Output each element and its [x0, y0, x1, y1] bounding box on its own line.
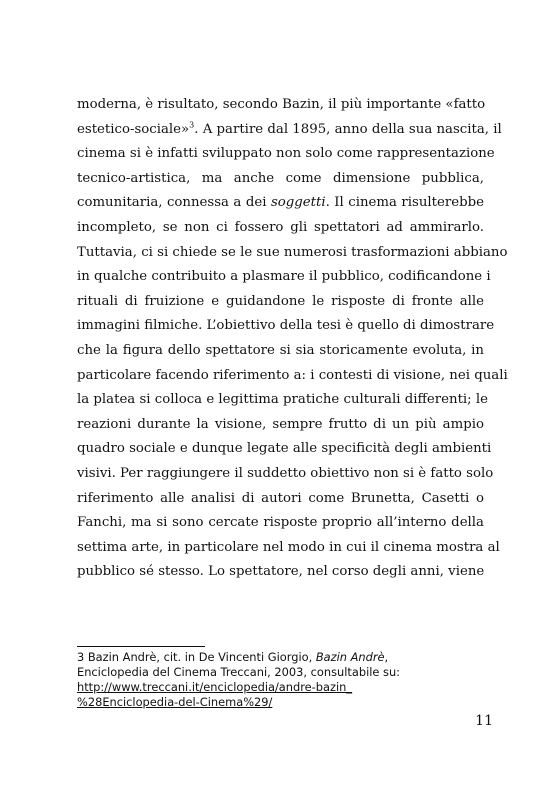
body-line: in qualche contribuito a plasmare il pubblico, codificandone i — [77, 269, 491, 285]
body-line: incompleto, se non ci fossero gli spettatori ad ammirarlo. — [77, 220, 484, 235]
body-line: Fanchi, ma si sono cercate risposte proprio all’interno della — [77, 515, 484, 531]
body-line: Tuttavia, ci si chiede se le sue numerosi trasformazioni abbiano — [77, 244, 508, 260]
body-line: tecnico-artistica, ma anche come dimensione pubblica, — [77, 170, 484, 186]
body-line: quadro sociale e dunque legate alle specificità degli ambienti — [77, 441, 492, 457]
body-line: visivi. Per raggiungere il suddetto obiettivo non si è fatto solo — [77, 466, 494, 481]
body-line: immagini filmiche. L’obiettivo della tesi è quello di dimostrare — [77, 318, 495, 334]
page-number: 11 — [475, 713, 493, 729]
body-line: rituali di fruizione e guidandone le risposte di fronte alle — [77, 293, 484, 309]
footnote-marker: 3 — [189, 120, 195, 130]
body-line: settima arte, in particolare nel modo in cui il cinema mostra al — [77, 539, 500, 555]
footnote-link[interactable]: http://www.treccani.it/enciclopedia/andre-bazin_ — [77, 680, 353, 694]
footnote-text: 3 Bazin Andrè, cit. in De Vincenti Giorgio, — [77, 650, 316, 664]
body-line: comunitaria, connessa a dei soggetti. Il cinema risulterebbe — [77, 195, 484, 211]
body-line: moderna, è risultato, secondo Bazin, il più importante «fatto — [77, 97, 486, 112]
body-line: reazioni durante la visione, sempre frutto di un più ampio — [77, 416, 484, 432]
body-line: riferimento alle analisi di autori come Brunetta, Casetti o — [77, 490, 484, 506]
footnote-line — [77, 650, 497, 665]
body-line: la platea si colloca e legittima pratiche culturali differenti; le — [77, 392, 488, 408]
body-line: estetico-sociale»$^3$. A partire dal 1895, anno della sua nascita, il — [77, 120, 502, 137]
body-line: pubblico sé stesso. Lo spettatore, nel corso degli anni, viene — [77, 564, 485, 580]
footnote-separator — [77, 646, 205, 647]
body-line: che la figura dello spettatore si sia storicamente evoluta, in — [77, 343, 484, 358]
footnote-line: Enciclopedia del Cinema Treccani, 2003, consultabile su: — [77, 665, 401, 679]
footnote-text: , — [384, 650, 389, 664]
footnote-italic-title: Bazin Andrè — [315, 650, 385, 664]
body-line: particolare facendo riferimento a: i contesti di visione, nei quali — [77, 367, 508, 383]
footnote-link[interactable]: %28Enciclopedia-del-Cinema%29/ — [77, 695, 273, 709]
body-line: cinema si è infatti sviluppato non solo come rappresentazione — [77, 146, 495, 162]
